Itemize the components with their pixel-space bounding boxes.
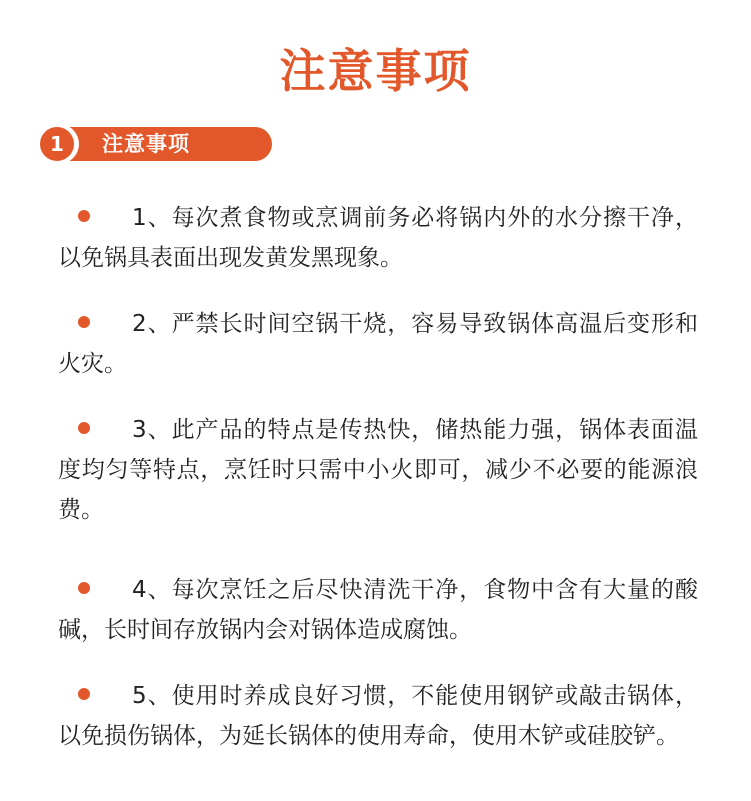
note-text: 1、每次煮食物或烹调前务必将锅内外的水分擦干净，以免锅具表面出现发黄发黑现象。	[58, 205, 698, 271]
page-title: 注意事项	[279, 44, 472, 98]
bullet-dot-icon	[78, 316, 90, 328]
notes-list	[58, 198, 698, 756]
bullet-dot-icon	[78, 422, 90, 434]
section-label: 注意事项	[102, 132, 190, 156]
note-item	[58, 198, 698, 278]
note-item	[58, 570, 698, 650]
note-text: 4、每次烹饪之后尽快清洗干净，食物中含有大量的酸碱，长时间存放锅内会对锅体造成腐蚀。	[58, 577, 698, 643]
note-item	[58, 304, 698, 384]
bullet-dot-icon	[78, 210, 90, 222]
note-item	[58, 676, 698, 756]
section-number-badge: 1	[38, 125, 76, 163]
note-text: 3、此产品的特点是传热快，储热能力强，锅体表面温度均匀等特点，烹饪时只需中小火即可，减少不必要的能源浪费。	[58, 417, 698, 523]
bullet-dot-icon	[78, 582, 90, 594]
note-item	[58, 410, 698, 530]
section-header	[38, 125, 273, 163]
note-text: 5、使用时养成良好习惯，不能使用钢铲或敲击锅体，以免损伤锅体，为延长锅体的使用寿命，使用木铲或硅胶铲。	[58, 683, 698, 749]
bullet-dot-icon	[78, 688, 90, 700]
note-text: 2、严禁长时间空锅干烧，容易导致锅体高温后变形和火灾。	[58, 311, 698, 377]
